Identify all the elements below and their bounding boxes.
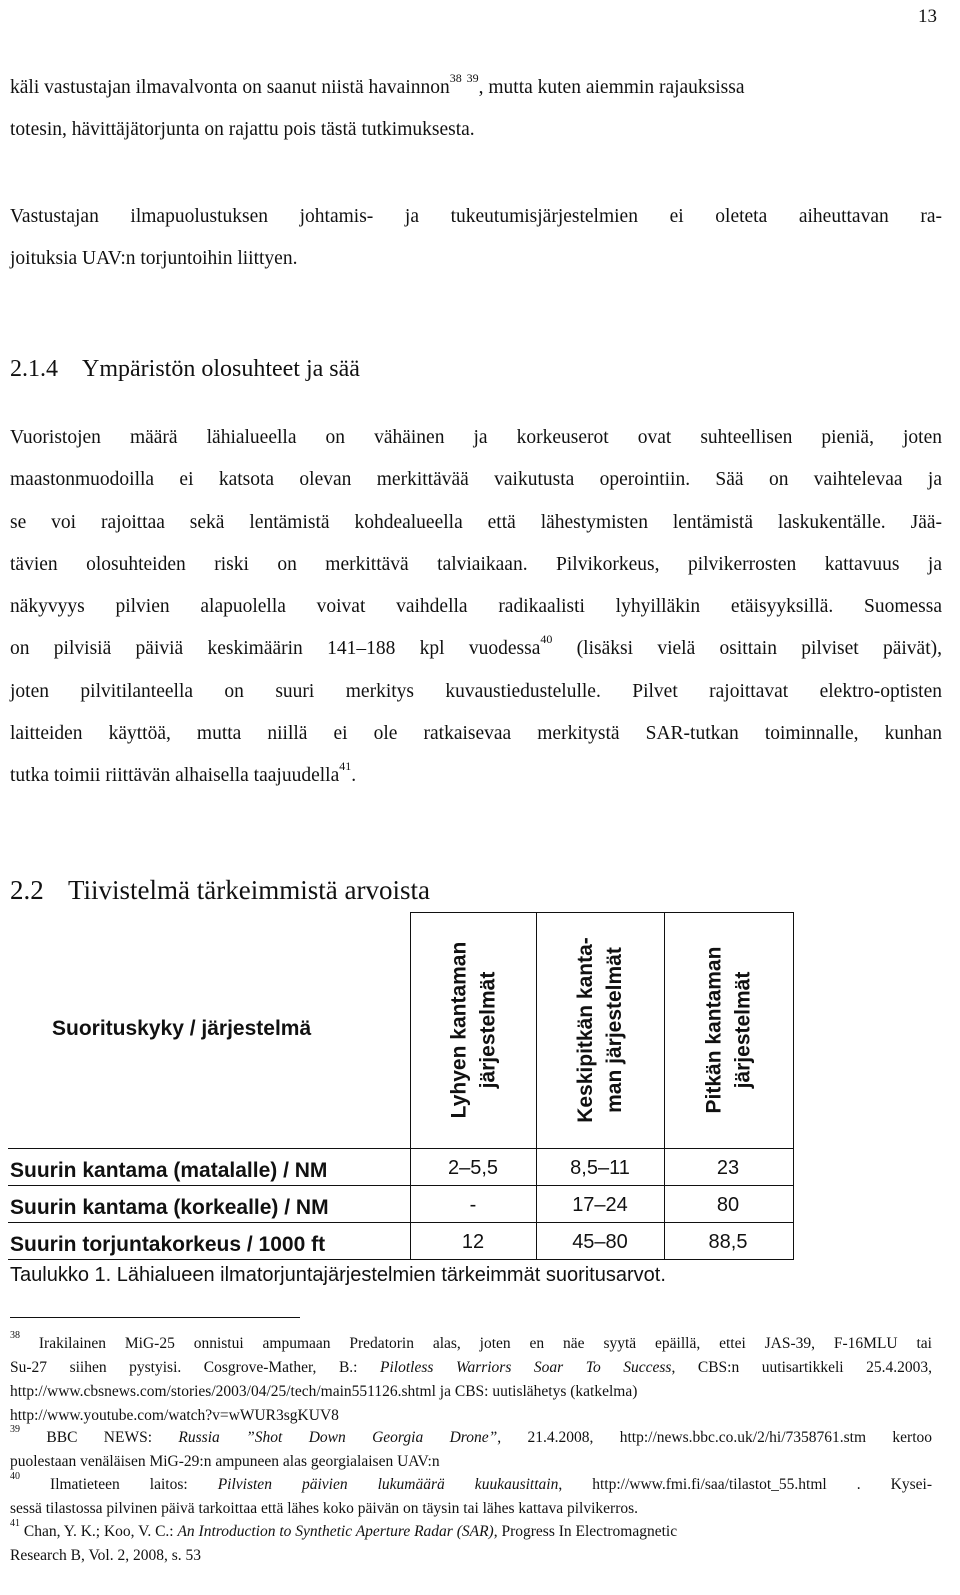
- footnote-38: $^{38}$ Irakilainen MiG-25 onnistui ampumaan Predatorin alas, joten en näe syytä epäillä, ettei JAS-39, F-16MLU tai: [10, 1330, 932, 1352]
- section-heading: 2.1.4 Ympäristön olosuhteet ja sää: [10, 356, 360, 382]
- footnote-line: Su-27 siihen pystyisi. Cosgrove-Mather, B.: Pilotless Warriors Soar To Success, CBS:n uutisartikkeli 25.4.2003,: [10, 1359, 932, 1376]
- footnote-link[interactable]: http://www.youtube.com/watch?v=wWUR3sgKUV8: [10, 1407, 339, 1424]
- table-cell: 2–5,5: [447, 1157, 499, 1179]
- table-cell: 88,5: [708, 1231, 748, 1253]
- table-corner-label: Suorituskyky / järjestelmä: [52, 1017, 312, 1040]
- footnote-39: $^{39}$ BBC NEWS: Russia ”Shot Down Georgia Drone”, 21.4.2008, http://news.bbc.co.uk/2/hi/7358761.stm kertoo: [10, 1424, 933, 1446]
- paragraph-line: laitteiden käyttöä, mutta niillä ei ole ratkaisevaa merkitystä SAR-tutkan toiminnalle, kunhan: [10, 723, 942, 744]
- paragraph-line: maastonmuodoilla ei katsota olevan merkittävää vaikutusta operointiin. Sää on vaihtelevaa ja: [10, 469, 942, 490]
- column-header-short-range: Lyhyen kantaman järjestelmät: [447, 941, 499, 1119]
- footnote-41: $^{41}$ Chan, Y. K.; Koo, V. C.: An Introduction to Synthetic Aperture Radar (SAR), Progress In Electromagnetic: [10, 1518, 678, 1540]
- table-row-label: Suurin kantama (matalalle) / NM: [10, 1159, 328, 1182]
- footnote-separator: [10, 1317, 300, 1318]
- paragraph-line: joituksia UAV:n torjuntoihin liittyen.: [10, 248, 298, 269]
- paragraph-line: se voi rajoittaa sekä lentämistä kohdealueella että lähestymisten lentämistä laskukentälle. Jää-: [10, 512, 942, 533]
- footnote-ref[interactable]: 39: [466, 71, 479, 85]
- table-border: [8, 1185, 794, 1186]
- footnote-40: $^{40}$ Ilmatieteen laitos: Pilvisten päivien lukumäärä kuukausittain, http://www.fmi.fi/saa/tilastot_55.html . Kysei-: [10, 1471, 932, 1493]
- table-cell: 8,5–11: [570, 1157, 630, 1179]
- footnote-ref[interactable]: 41: [339, 759, 352, 773]
- table-row-label: Suurin kantama (korkealle) / NM: [10, 1196, 329, 1219]
- column-header-long-range: Pitkän kantaman järjestelmät: [702, 946, 754, 1114]
- paragraph-line: tutka toimii riittävän alhaisella taajuudella$^{41}$.: [10, 759, 357, 786]
- table-cell: -: [469, 1194, 477, 1216]
- footnote-line: Research B, Vol. 2, 2008, s. 53: [10, 1547, 202, 1564]
- table-border: [793, 912, 794, 1260]
- paragraph-line: on pilvisiä päiviä keskimäärin 141–188 kpl vuodessa$^{40}$ (lisäksi vielä osittain pilviset päivät),: [10, 632, 942, 659]
- paragraph-line: näkyvyys pilvien alapuolella voivat vaihdella radikaalisti lyhyilläkin etäisyyksillä. Suomessa: [10, 596, 942, 617]
- footnote-ref[interactable]: 38: [449, 71, 462, 85]
- page-number: 13: [918, 6, 937, 27]
- footnote-ref[interactable]: 40: [540, 632, 553, 646]
- footnote-link[interactable]: http://www.cbsnews.com/stories/2003/04/25/tech/main551126.shtml ja CBS: uutislähetys (katkelma): [10, 1383, 638, 1400]
- paragraph-line: käli vastustajan ilmavalvonta on saanut niistä havainnon$^{38}$ $^{39}$, mutta kuten aiemmin rajauksissa: [10, 71, 745, 98]
- footnote-line: sessä tilastossa pilvinen päivä tarkoittaa että lähes koko päivän on täysin tai lähes kattava pilvikerros.: [10, 1500, 639, 1517]
- table-cell: 23: [716, 1157, 740, 1179]
- table-row-label: Suurin torjuntakorkeus / 1000 ft: [10, 1233, 326, 1256]
- performance-table: [8, 912, 794, 1262]
- paragraph-line: joten pilvitilanteella on suuri merkitys kuvaustiedustelulle. Pilvet rajoittavat elektro-optisten: [10, 681, 942, 702]
- paragraph-line: totesin, hävittäjätorjunta on rajattu pois tästä tutkimuksesta.: [10, 119, 475, 140]
- table-cell: 17–24: [572, 1194, 628, 1216]
- table-cell: 12: [461, 1231, 485, 1253]
- footnote-line: puolestaan venäläisen MiG-29:n ampuneen alas georgialaisen UAV:n: [10, 1453, 440, 1470]
- paragraph-line: tävien olosuhteiden riski on merkittävä talviaikaan. Pilvikorkeus, pilvikerrosten kattavuus ja: [10, 554, 942, 575]
- column-header-medium-range: Keskipitkän kanta- man järjestelmät: [574, 937, 627, 1123]
- paragraph-line: Vuoristojen määrä lähialueella on vähäinen ja korkeuserot ovat suhteellisen pieniä, joten: [10, 427, 942, 448]
- table-caption: Taulukko 1. Lähialueen ilmatorjuntajärjestelmien tärkeimmät suoritusarvot.: [10, 1264, 666, 1286]
- paragraph-line: Vastustajan ilmapuolustuksen johtamis- ja tukeutumisjärjestelmien ei oleteta aiheuttavan ra-: [10, 206, 942, 227]
- table-cell: 45–80: [572, 1231, 628, 1253]
- table-cell: 80: [716, 1194, 740, 1216]
- table-border: [8, 1222, 794, 1223]
- table-border: [8, 1259, 794, 1260]
- table-border: [8, 1148, 794, 1149]
- section-heading: 2.2 Tiivistelmä tärkeimmistä arvoista: [10, 875, 430, 905]
